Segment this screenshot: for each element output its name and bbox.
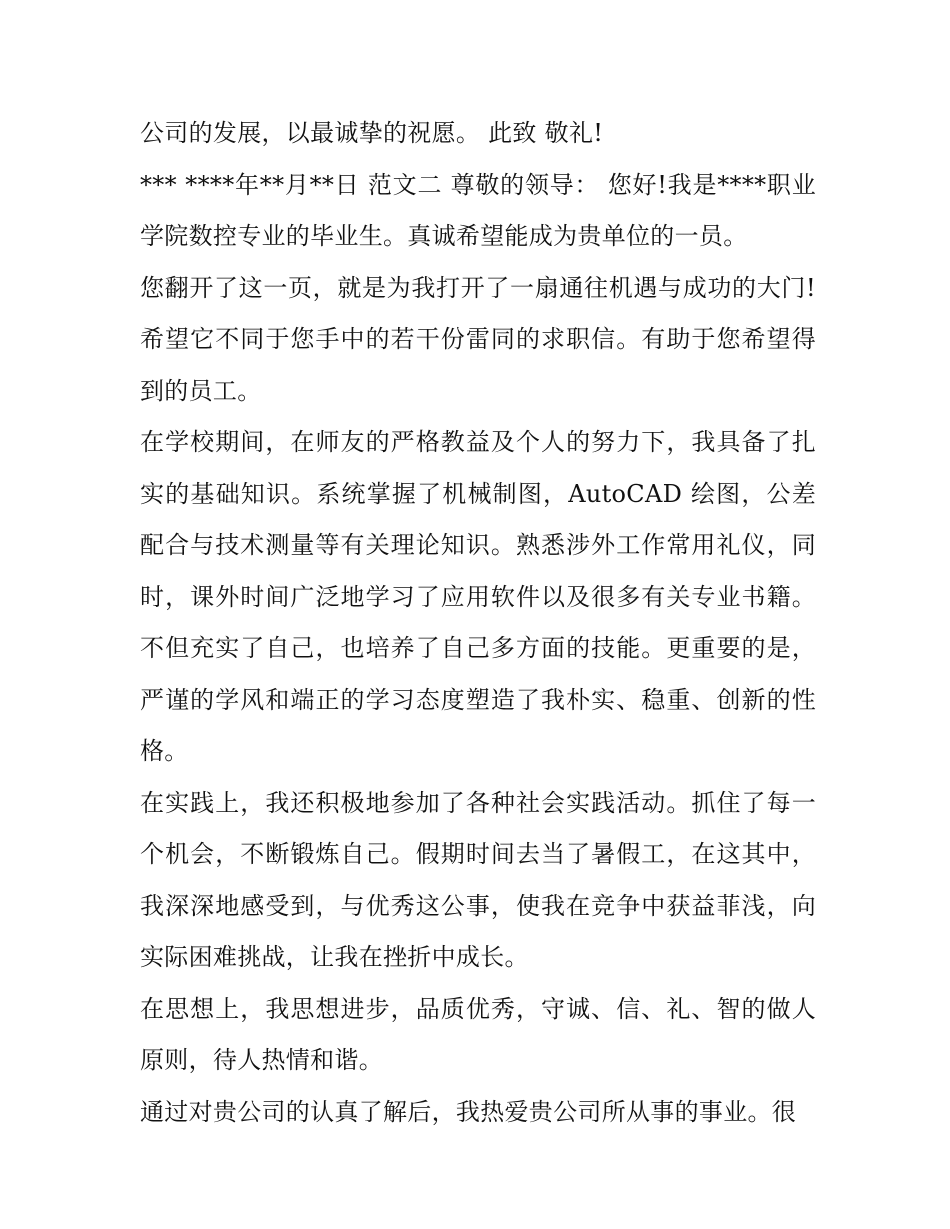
paragraph-closing: 公司的发展，以最诚挚的祝愿。 此致 敬礼!	[140, 119, 604, 147]
paragraph-education: 在学校期间，在师友的严格教益及个人的努力下，我具备了扎实的基础知识。系统掌握了机械制图，AutoCAD 绘图，公差配合与技术测量等有关理论知识。熟悉涉外工作常用礼仪，同时，课外时间广泛地学习了应用软件以及很多有关专业书籍。不但充实了自己，也培养了自己多方面的技能。更重要的是，严谨的学风和端正的学习态度塑造了我朴实、稳重、创新的性格。	[140, 428, 816, 765]
paragraph-practice: 在实践上，我还积极地参加了各种社会实践活动。抓住了每一个机会，不断锻炼自己。假期时间去当了暑假工，在这其中，我深深地感受到，与优秀这公事，使我在竞争中获益菲浅，向实际困难挑战，让我在挫折中成长。	[140, 788, 816, 971]
paragraph-opening: 您翻开了这一页，就是为我打开了一扇通往机遇与成功的大门!希望它不同于您手中的若干份雷同的求职信。有助于您希望得到的员工。	[140, 273, 816, 405]
paragraph-greeting: *** ****年**月**日 范文二 尊敬的领导： 您好!我是****职业学院数控专业的毕业生。真诚希望能成为贵单位的一员。	[140, 170, 816, 250]
paragraph-character: 在思想上，我思想进步，品质优秀，守诚、信、礼、智的做人原则，待人热情和谐。	[140, 994, 816, 1074]
letter-body	[140, 108, 816, 1138]
paragraph-company: 通过对贵公司的认真了解后，我热爱贵公司所从事的事业。很	[140, 1097, 797, 1126]
